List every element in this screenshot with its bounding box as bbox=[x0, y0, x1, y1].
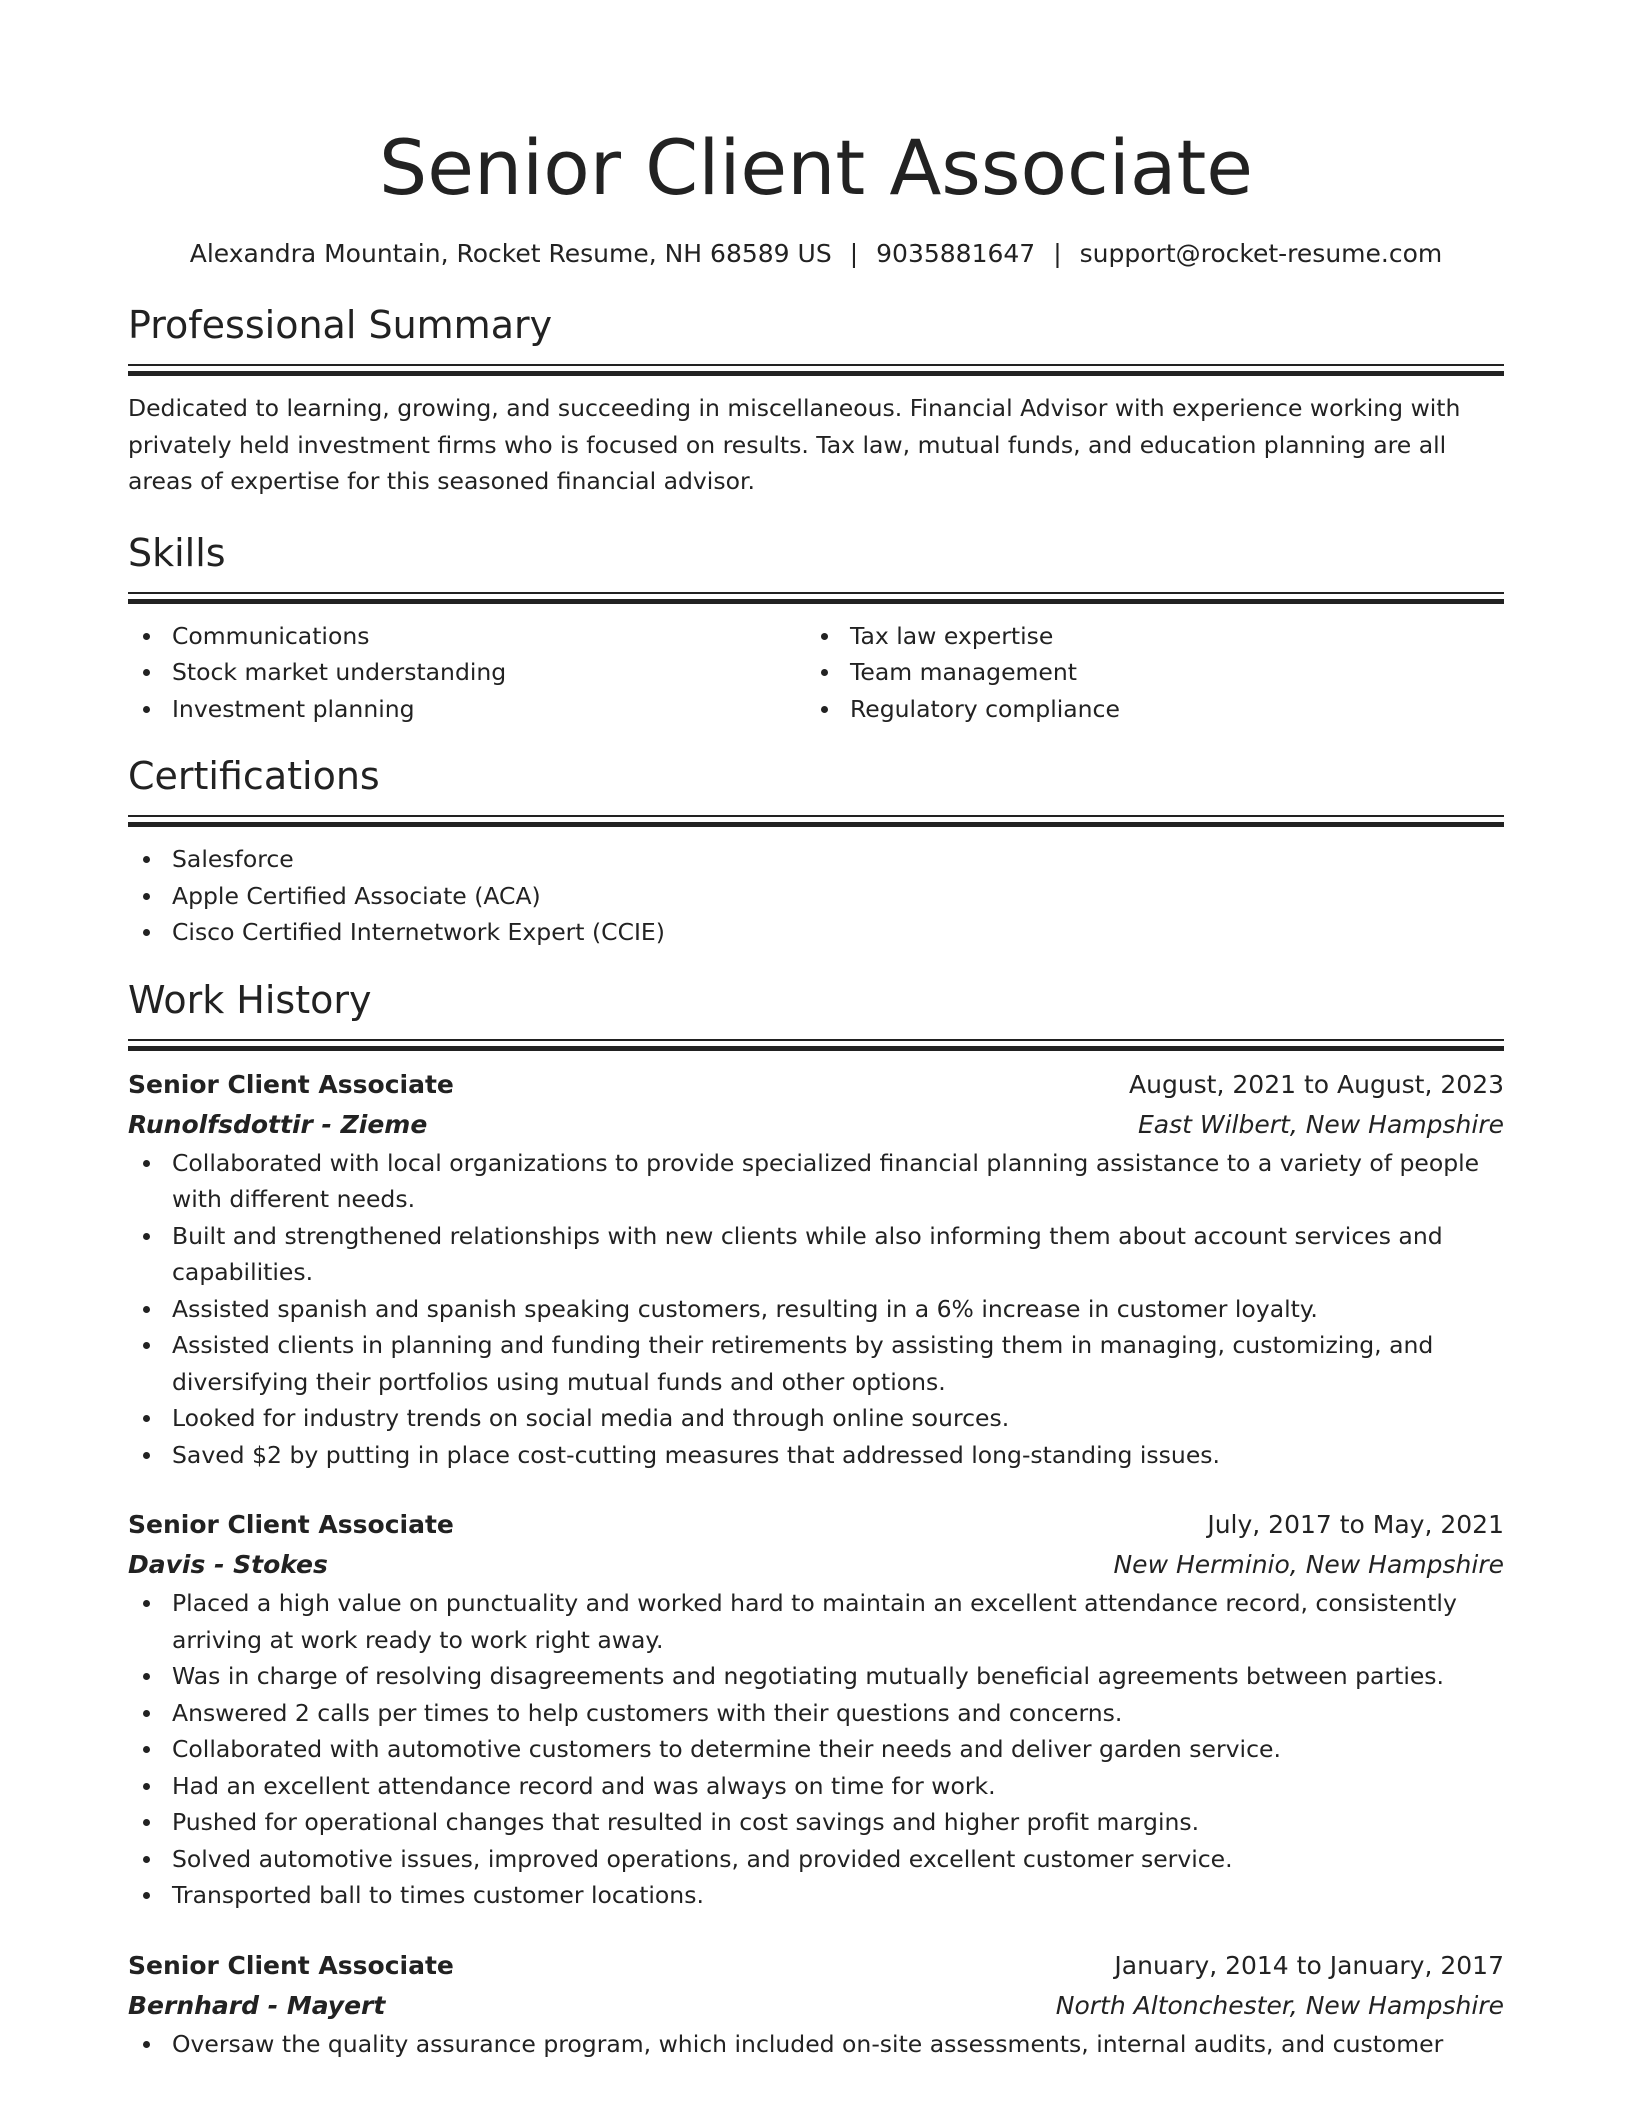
job-title: Senior Client Associate bbox=[128, 1510, 454, 1539]
certifications-heading: Certifications bbox=[128, 754, 380, 798]
contact-phone: 9035881647 bbox=[876, 239, 1036, 268]
skill-item: Stock market understanding bbox=[172, 654, 806, 691]
job-bullet: Pushed for operational changes that resulted in cost savings and higher profit margins. bbox=[172, 1804, 1504, 1841]
skills-column-right bbox=[806, 618, 1484, 728]
job-location: North Altonchester, New Hampshire bbox=[1055, 1990, 1504, 2020]
job-company: Davis - Stokes bbox=[128, 1550, 328, 1579]
certification-item: Cisco Certified Internetwork Expert (CCIE) bbox=[172, 914, 1504, 951]
skill-item: Investment planning bbox=[172, 691, 806, 728]
job-bullet: Collaborated with automotive customers to determine their needs and deliver garden service. bbox=[172, 1731, 1504, 1768]
summary-heading: Professional Summary bbox=[128, 303, 553, 347]
job-bullet: Solved automotive issues, improved operations, and provided excellent customer service. bbox=[172, 1841, 1504, 1878]
summary-text: Dedicated to learning, growing, and succeeding in miscellaneous. Financial Advisor with experience working with privately held investment firms who is focused on results. Tax law, mutual funds, and education planning are all areas of expertise for this seasoned financial advisor. bbox=[128, 394, 1461, 495]
contact-separator: | bbox=[849, 239, 859, 268]
job-entry bbox=[128, 1946, 1504, 2063]
job-bullet: Collaborated with local organizations to provide specialized financial planning assistance to a variety of people with different needs. bbox=[172, 1145, 1504, 1218]
job-dates: July, 2017 to May, 2021 bbox=[1207, 1510, 1504, 1539]
section-divider bbox=[128, 592, 1504, 604]
page-title: Senior Client Associate bbox=[378, 123, 1254, 212]
section-divider bbox=[128, 1039, 1504, 1051]
skill-item: Communications bbox=[172, 618, 806, 655]
section-divider bbox=[128, 364, 1504, 376]
job-entry bbox=[128, 1505, 1504, 1914]
job-bullet: Was in charge of resolving disagreements and negotiating mutually beneficial agreements between parties. bbox=[172, 1658, 1504, 1695]
job-dates: August, 2021 to August, 2023 bbox=[1129, 1069, 1504, 1099]
job-title: Senior Client Associate bbox=[128, 1069, 454, 1099]
resume-page bbox=[128, 118, 1504, 2062]
work-history-section bbox=[128, 975, 1504, 2063]
job-bullet: Had an excellent attendance record and was always on time for work. bbox=[172, 1768, 1504, 1805]
job-location: East Wilbert, New Hampshire bbox=[1137, 1109, 1504, 1139]
summary-section bbox=[128, 300, 1504, 500]
contact-email: support@rocket-resume.com bbox=[1079, 239, 1443, 268]
contact-address: Alexandra Mountain, Rocket Resume, NH 68589 US bbox=[189, 239, 832, 268]
job-bullet: Saved $2 by putting in place cost-cutting measures that addressed long-standing issues. bbox=[172, 1437, 1504, 1474]
contact-line bbox=[128, 236, 1504, 272]
certification-item: Apple Certified Associate (ACA) bbox=[172, 878, 1504, 915]
work-history-heading: Work History bbox=[128, 977, 372, 1022]
job-dates: January, 2014 to January, 2017 bbox=[1114, 1950, 1504, 1980]
job-entry bbox=[128, 1065, 1504, 1474]
skills-section bbox=[128, 528, 1504, 728]
skill-item: Regulatory compliance bbox=[850, 691, 1484, 728]
skill-item: Tax law expertise bbox=[850, 618, 1484, 655]
job-bullet: Answered 2 calls per times to help customers with their questions and concerns. bbox=[172, 1695, 1504, 1732]
job-title: Senior Client Associate bbox=[128, 1950, 454, 1980]
job-bullet: Looked for industry trends on social media and through online sources. bbox=[172, 1400, 1504, 1437]
skills-grid bbox=[128, 618, 1504, 728]
job-bullet: Assisted clients in planning and funding their retirements by assisting them in managing, customizing, and diversifying their portfolios using mutual funds and other options. bbox=[172, 1327, 1504, 1400]
section-divider bbox=[128, 815, 1504, 827]
skill-item: Team management bbox=[850, 654, 1484, 691]
job-company: Bernhard - Mayert bbox=[128, 1990, 386, 2020]
job-location: New Herminio, New Hampshire bbox=[1113, 1550, 1504, 1579]
job-bullet: Placed a high value on punctuality and worked hard to maintain an excellent attendance record, consistently arriving at work ready to work right away. bbox=[172, 1585, 1504, 1658]
skills-heading: Skills bbox=[128, 530, 226, 575]
job-bullet: Built and strengthened relationships with new clients while also informing them about account services and capabilities. bbox=[172, 1218, 1504, 1291]
certification-item: Salesforce bbox=[172, 841, 1504, 878]
certifications-section bbox=[128, 751, 1504, 951]
job-bullet: Oversaw the quality assurance program, which included on-site assessments, internal audits, and customer bbox=[172, 2026, 1504, 2063]
job-company: Runolfsdottir - Zieme bbox=[128, 1109, 428, 1139]
job-bullet: Assisted spanish and spanish speaking customers, resulting in a 6% increase in customer loyalty. bbox=[172, 1291, 1504, 1328]
skills-column-left bbox=[128, 618, 806, 728]
job-bullet: Transported ball to times customer locations. bbox=[172, 1877, 1504, 1914]
contact-separator: | bbox=[1053, 239, 1062, 268]
